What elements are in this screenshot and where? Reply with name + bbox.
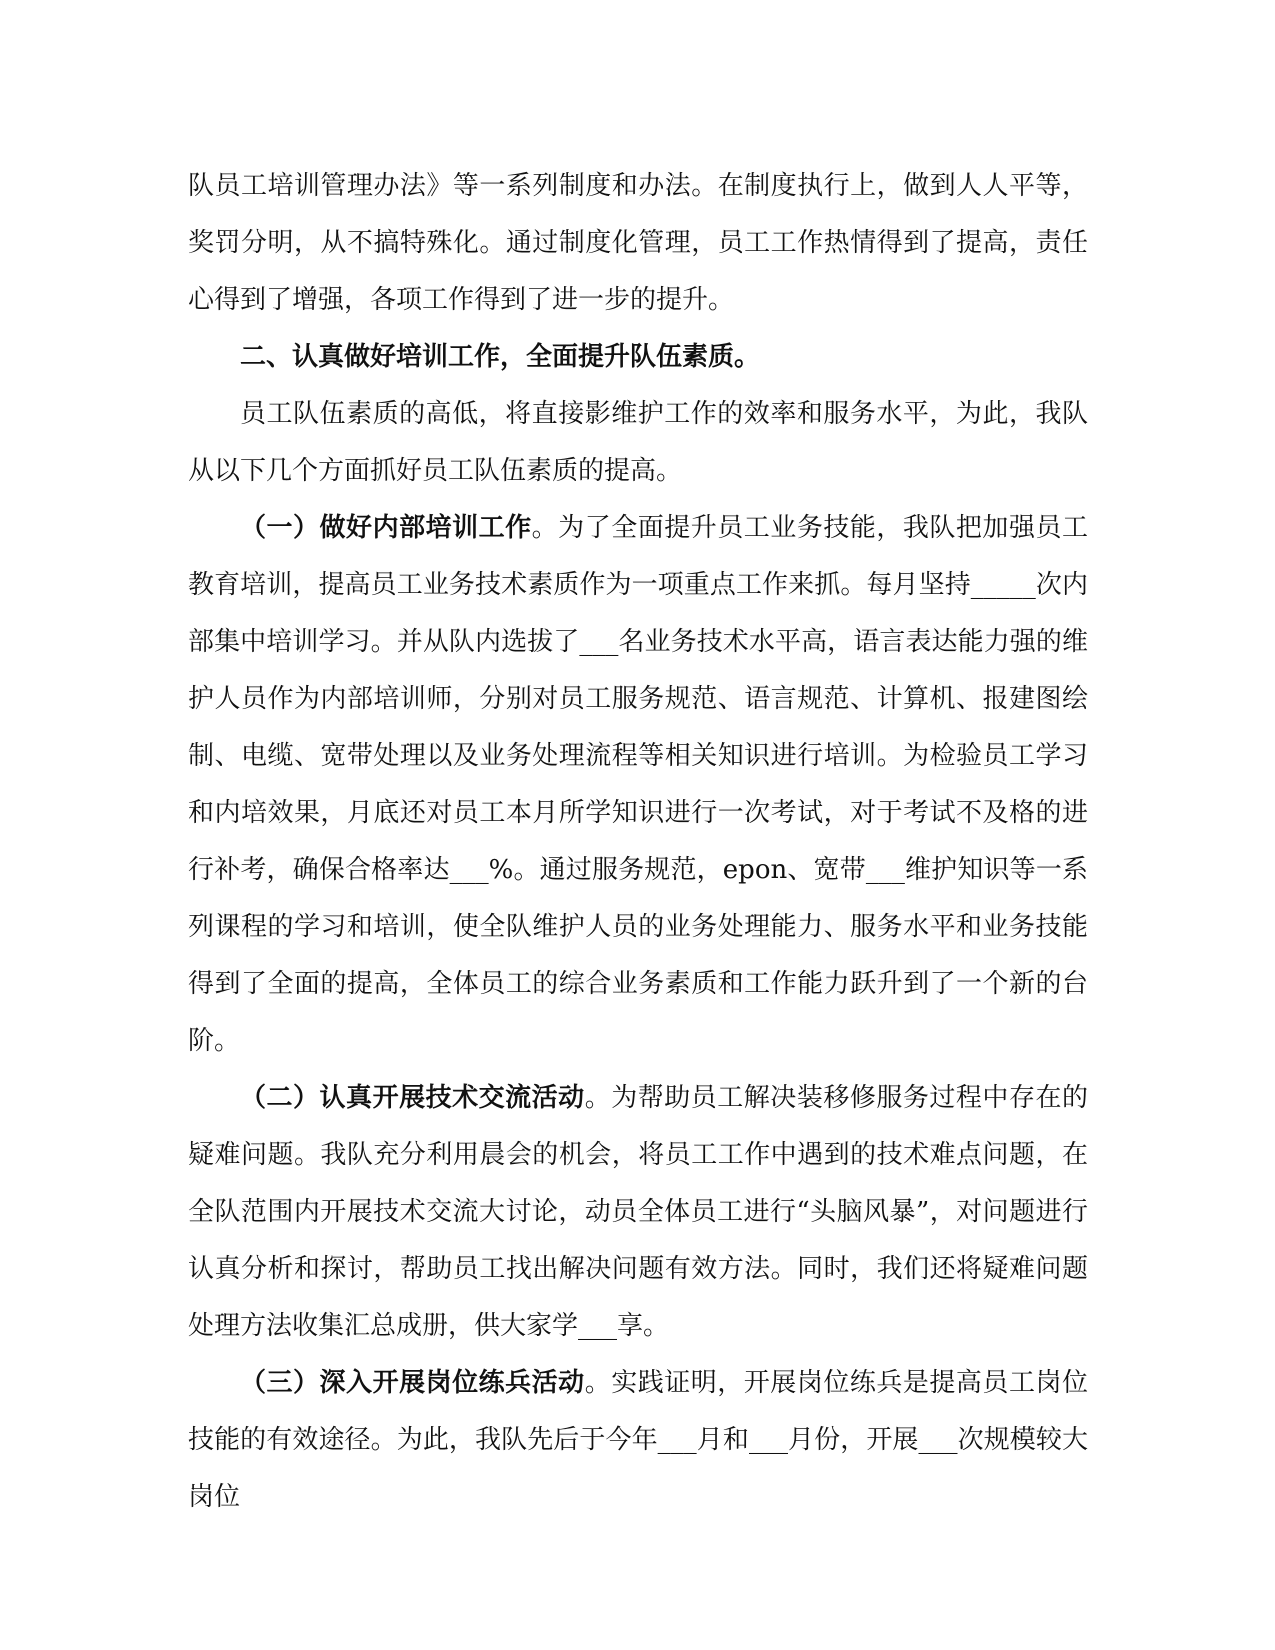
paragraph-tech-exchange	[188, 1070, 1088, 1355]
paragraph-body: 。为帮助员工解决装移修服务过程中存在的疑难问题。我队充分利用晨会的机会，将员工工作中遇到的技术难点问题，在全队范围内开展技术交流大讨论，动员全体员工进行“头脑风暴”，对问题进行认真分析和探讨，帮助员工找出解决问题有效方法。同时，我们还将疑难问题处理方法收集汇总成册，供大家学___享。	[188, 1083, 1088, 1341]
subheading-job-training: （三）深入开展岗位练兵活动	[240, 1368, 585, 1398]
paragraph-job-training	[188, 1355, 1088, 1526]
section-heading: 二、认真做好培训工作，全面提升队伍素质。	[240, 342, 761, 372]
paragraph-continuation: 队员工培训管理办法》等一系列制度和办法。在制度执行上，做到人人平等，奖罚分明，从不搞特殊化。通过制度化管理，员工工作热情得到了提高，责任心得到了增强，各项工作得到了进一步的提升。	[188, 171, 1088, 315]
subheading-internal-training: （一）做好内部培训工作	[240, 513, 532, 543]
paragraph-internal-training	[188, 500, 1088, 1070]
subheading-tech-exchange: （二）认真开展技术交流活动	[240, 1083, 585, 1113]
paragraph-intro: 员工队伍素质的高低，将直接影维护工作的效率和服务水平，为此，我队从以下几个方面抓好员工队伍素质的提高。	[188, 399, 1088, 486]
document-page	[188, 158, 1088, 1526]
paragraph-body: 。实践证明，开展岗位练兵是提高员工岗位技能的有效途径。为此，我队先后于今年___月和___月份，开展___次规模较大岗位	[188, 1368, 1088, 1512]
paragraph-body: 。为了全面提升员工业务技能，我队把加强员工教育培训，提高员工业务技术素质作为一项重点工作来抓。每月坚持_____次内部集中培训学习。并从队内选拔了___名业务技术水平高，语言表达能力强的维护人员作为内部培训师，分别对员工服务规范、语言规范、计算机、报建图绘制、电缆、宽带处理以及业务处理流程等相关知识进行培训。为检验员工学习和内培效果，月底还对员工本月所学知识进行一次考试，对于考试不及格的进行补考，确保合格率达___%。通过服务规范，epon、宽带___维护知识等一系列课程的学习和培训，使全队维护人员的业务处理能力、服务水平和业务技能得到了全面的提高，全体员工的综合业务素质和工作能力跃升到了一个新的台阶。	[188, 513, 1088, 1056]
